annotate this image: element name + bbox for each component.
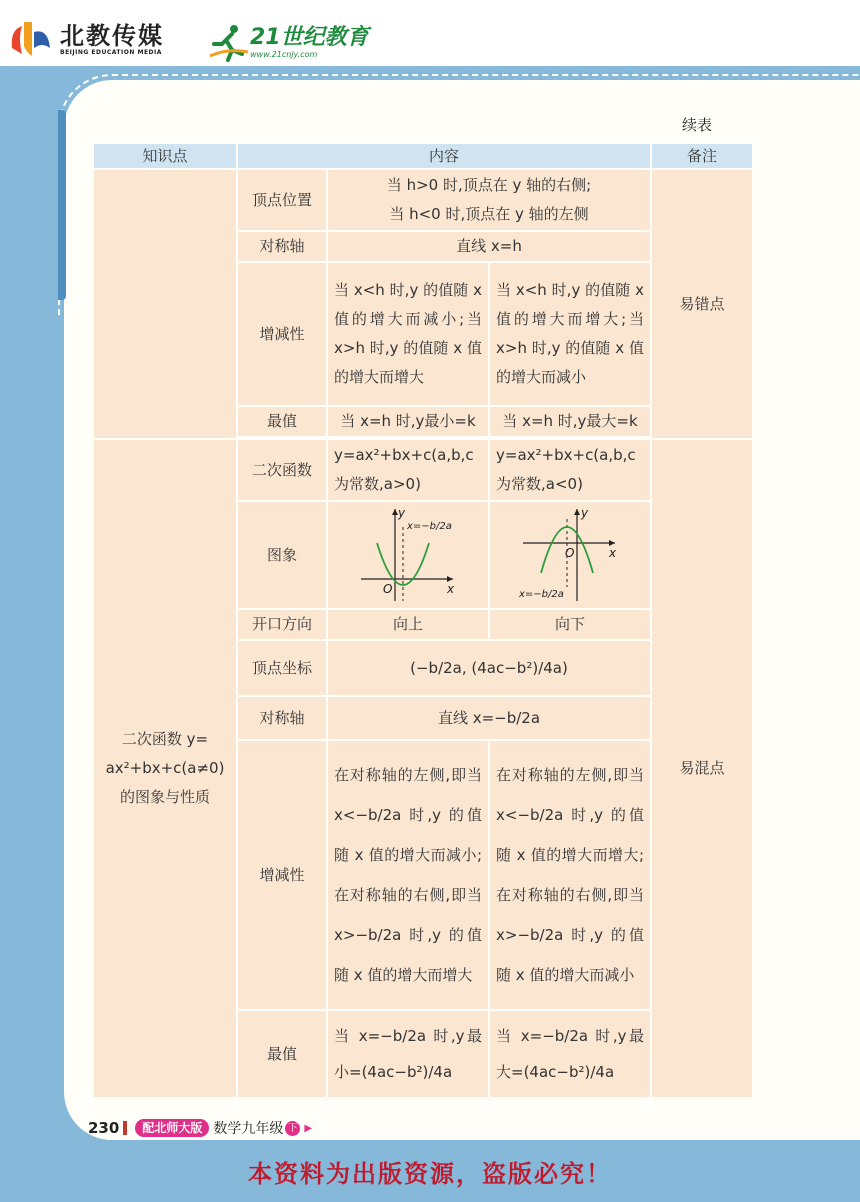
sec1-extreme-left: 当 x=h 时,y最小=k bbox=[327, 406, 489, 437]
sec2-func-right: y=ax²+bx+c(a,b,c 为常数,a<0) bbox=[489, 439, 651, 501]
sec1-monotonic-left: 当 x<h 时,y 的值随 x 值的增大而减小;当 x>h 时,y 的值随 x 值的增大而增大 bbox=[327, 262, 489, 406]
vertex-coordinate-value: (−b/2a, (4ac−b²)/4a) bbox=[327, 640, 651, 696]
header-note: 备注 bbox=[651, 143, 753, 169]
book-title: 数学九年级 bbox=[213, 1121, 284, 1137]
copyright-warning: 本资料为出版资源，盗版必究！ bbox=[248, 1160, 612, 1188]
publisher-logo-icon bbox=[8, 18, 54, 60]
row-label: 增减性 bbox=[237, 740, 327, 1010]
topic-line2: ax²+bx+c(a≠0) bbox=[105, 759, 225, 777]
sec2-monotonic-right: 在对称轴的左侧,即当 x<−b/2a 时,y 的值随 x 值的增大而增大;在对称轴的右侧,即当 x>−b/2a 时,y 的值随 x 值的增大而减小 bbox=[489, 740, 651, 1010]
sec2-func-left: y=ax²+bx+c(a,b,c 为常数,a>0) bbox=[327, 439, 489, 501]
symmetry-equation: x=−b/2a bbox=[519, 589, 564, 600]
symmetry-equation: x=−b/2a bbox=[407, 521, 452, 532]
topic-line1: 二次函数 y= bbox=[121, 730, 209, 748]
sec2-extreme-left: 当 x=−b/2a 时,y最小=(4ac−b²)/4a bbox=[327, 1010, 489, 1098]
header-content: 内容 bbox=[237, 143, 651, 169]
logo1-cn-text: 北教传媒 bbox=[60, 21, 164, 50]
row-label: 对称轴 bbox=[237, 231, 327, 262]
volume-badge: 下 bbox=[285, 1121, 300, 1136]
logo1-en-text: BEIJING EDUCATION MEDIA bbox=[60, 48, 162, 56]
row-label: 图象 bbox=[237, 501, 327, 609]
table-header-row bbox=[93, 143, 753, 169]
row-label: 顶点位置 bbox=[237, 169, 327, 231]
footer-divider bbox=[123, 1121, 127, 1135]
graph-upward-cell bbox=[327, 501, 489, 609]
opening-up: 向上 bbox=[327, 609, 489, 640]
beijing-education-media-logo bbox=[8, 18, 164, 60]
row-label: 最值 bbox=[237, 1010, 327, 1098]
logo2-url-text: www.21cnjy.com bbox=[250, 49, 318, 59]
sec2-note-cell: 易混点 bbox=[651, 439, 753, 1098]
row-label: 开口方向 bbox=[237, 609, 327, 640]
page-number: 230 bbox=[88, 1119, 120, 1137]
header-topic: 知识点 bbox=[93, 143, 237, 169]
edition-badge: 配北师大版 bbox=[135, 1119, 209, 1137]
sec2-monotonic-left: 在对称轴的左侧,即当 x<−b/2a 时,y 的值随 x 值的增大而减小;在对称轴的右侧,即当 x>−b/2a 时,y 的值随 x 值的增大而增大 bbox=[327, 740, 489, 1010]
side-tab-strip bbox=[58, 110, 66, 300]
row-label: 增减性 bbox=[237, 262, 327, 406]
graph-y-label: y bbox=[398, 506, 406, 520]
sec2-axis-value: 直线 x=−b/2a bbox=[327, 696, 651, 740]
graph-downward-cell bbox=[489, 501, 651, 609]
sec1-note-cell: 易错点 bbox=[651, 169, 753, 439]
continued-table-label: 续表 bbox=[682, 116, 713, 134]
sec1-extreme-right: 当 x=h 时,y最大=k bbox=[489, 406, 651, 437]
y-axis-arrow bbox=[574, 509, 580, 515]
vertex-pos-line2: 当 h<0 时,顶点在 y 轴的左侧 bbox=[389, 205, 589, 223]
sec2-topic-cell bbox=[93, 439, 237, 1098]
sec1-monotonic-right: 当 x<h 时,y 的值随 x 值的增大而增大;当 x>h 时,y 的值随 x 值的增大而减小 bbox=[489, 262, 651, 406]
table-row bbox=[93, 169, 753, 231]
logo2-cn-text: 21世纪教育 bbox=[250, 24, 369, 50]
row-label: 对称轴 bbox=[237, 696, 327, 740]
graph-x-label: x bbox=[609, 546, 617, 560]
knowledge-table bbox=[92, 142, 754, 1099]
vertex-pos-line1: 当 h>0 时,顶点在 y 轴的右侧; bbox=[386, 176, 592, 194]
row-label: 二次函数 bbox=[237, 439, 327, 501]
21cnjy-logo bbox=[208, 22, 369, 62]
graph-x-label: x bbox=[447, 582, 455, 596]
row-label: 顶点坐标 bbox=[237, 640, 327, 696]
runner-icon bbox=[208, 22, 250, 62]
page-footer bbox=[88, 1118, 312, 1138]
graph-y-label: y bbox=[581, 506, 589, 520]
sec2-extreme-right: 当 x=−b/2a 时,y最大=(4ac−b²)/4a bbox=[489, 1010, 651, 1098]
header-bar bbox=[0, 0, 860, 66]
graph-origin-label: O bbox=[383, 582, 393, 596]
row-label: 最值 bbox=[237, 406, 327, 437]
opening-down: 向下 bbox=[489, 609, 651, 640]
sec1-axis-value: 直线 x=h bbox=[327, 231, 651, 262]
parabola-upward-graph bbox=[353, 505, 463, 605]
sec1-topic-cell bbox=[93, 169, 237, 439]
graph-origin-label: O bbox=[565, 546, 575, 560]
table-row bbox=[93, 439, 753, 501]
parabola-downward-graph bbox=[515, 505, 625, 605]
topic-line3: 的图象与性质 bbox=[119, 788, 210, 806]
vertex-position-cell bbox=[327, 169, 651, 231]
triangle-right-icon: ▶ bbox=[304, 1122, 313, 1134]
